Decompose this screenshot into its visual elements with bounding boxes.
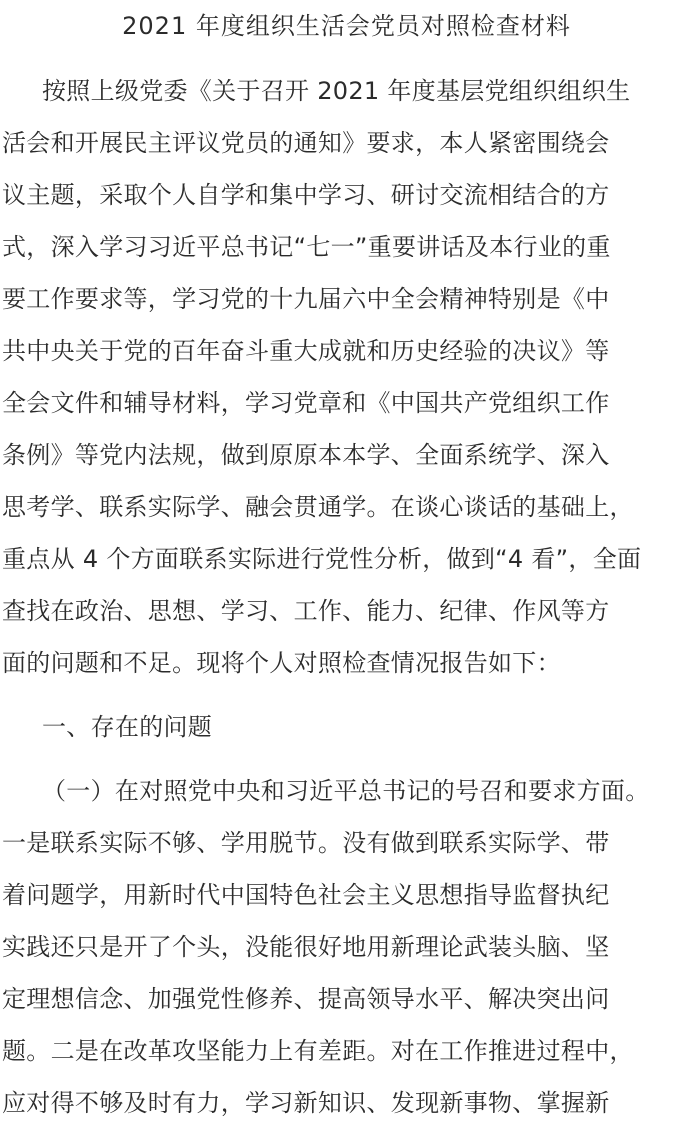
paragraph-line: 条例》等党内法规，做到原原本本学、全面系统学、深入 (2, 441, 610, 469)
paragraph-line: 活会和开展民主评议党员的通知》要求，本人紧密围绕会 (2, 129, 610, 157)
paragraph-line: （一）在对照党中央和习近平总书记的号召和要求方面。 (42, 777, 650, 805)
paragraph-line: 应对得不够及时有力，学习新知识、发现新事物、掌握新 (2, 1089, 610, 1117)
paragraph-line: 面的问题和不足。现将个人对照检查情况报告如下： (2, 649, 561, 677)
paragraph-line: 全会文件和辅导材料，学习党章和《中国共产党组织工作 (2, 389, 610, 417)
section-heading: 一、存在的问题 (42, 713, 213, 741)
paragraph-line: 要工作要求等，学习党的十九届六中全会精神特别是《中 (2, 285, 610, 313)
paragraph-line: 一是联系实际不够、学用脱节。没有做到联系实际学、带 (2, 829, 610, 857)
paragraph-line: 思考学、联系实际学、融会贯通学。在谈心谈话的基础上， (2, 493, 634, 521)
document-title: 2021 年度组织生活会党员对照检查材料 (122, 12, 571, 40)
paragraph-line: 查找在政治、思想、学习、工作、能力、纪律、作风等方 (2, 597, 610, 625)
paragraph-line: 定理想信念、加强党性修养、提高领导水平、解决突出问 (2, 985, 610, 1013)
paragraph-line: 共中央关于党的百年奋斗重大成就和历史经验的决议》等 (2, 337, 610, 365)
paragraph-line: 式，深入学习习近平总书记“七一”重要讲话及本行业的重 (2, 233, 611, 261)
paragraph-line: 题。二是在改革攻坚能力上有差距。对在工作推进过程中， (2, 1037, 634, 1065)
paragraph-line: 着问题学，用新时代中国特色社会主义思想指导监督执纪 (2, 881, 610, 909)
paragraph-line: 重点从 4 个方面联系实际进行党性分析，做到“4 看”，全面 (2, 545, 642, 573)
paragraph-line: 实践还只是开了个头，没能很好地用新理论武装头脑、坚 (2, 933, 610, 961)
paragraph-line: 议主题，采取个人自学和集中学习、研讨交流相结合的方 (2, 181, 610, 209)
paragraph-line: 按照上级党委《关于召开 2021 年度基层党组织组织生 (42, 77, 631, 105)
